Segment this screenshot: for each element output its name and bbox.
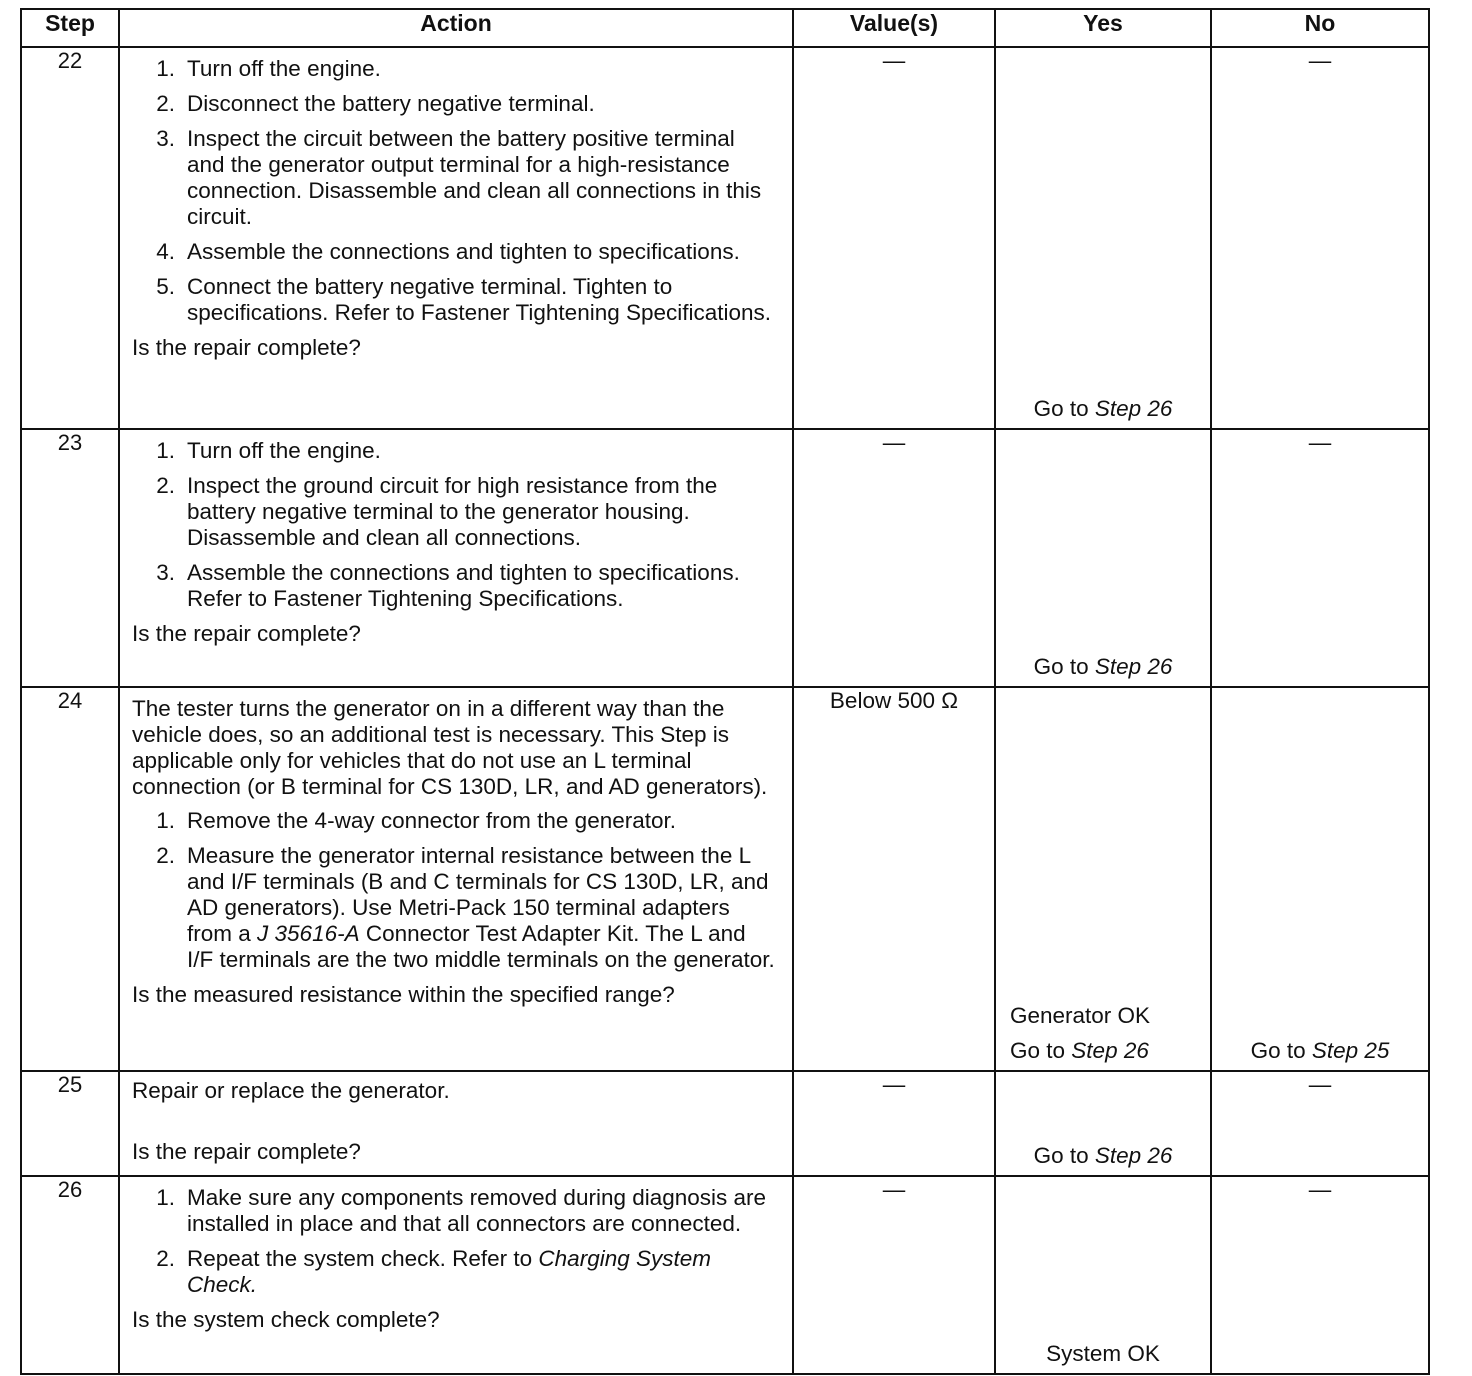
yes-action[interactable]: Generator OK Go to Step 26 [996,1003,1210,1064]
yes-cell [995,1071,1211,1176]
question-text: Is the system check complete? [132,1307,440,1332]
value-cell: — [793,429,995,687]
header-values: Value(s) [793,9,995,47]
table-row-step-26 [21,1176,1429,1374]
table-row-step-22 [21,47,1429,429]
yes-cell [995,1176,1211,1374]
list-item: 2. Repeat the system check. Refer to Charging System Check. [156,1246,711,1297]
intro-text: The tester turns the generator on in a different way than the vehicle does, so an additional test is necessary. This Step is applicable only for vehicles that do not use an L terminal connection (or B terminal for CS 130D, LR, and AD generators). [132,696,768,799]
list-item: 1. Turn off the engine. [156,56,381,81]
action-cell [119,47,793,429]
header-action: Action [119,9,793,47]
no-action[interactable]: Go to Step 25 [1250,1038,1390,1063]
no-cell: — [1211,1176,1429,1374]
header-no: No [1211,9,1429,47]
step-link: Step 26 [1094,654,1173,679]
action-cell [119,429,793,687]
action-list [132,1185,778,1298]
question-text: Is the repair complete? [132,335,361,360]
yes-action[interactable]: Go to Step 26 [1033,396,1173,421]
table-row-step-23 [21,429,1429,687]
yes-action[interactable]: Go to Step 26 [1033,1143,1173,1168]
value-cell: — [793,1071,995,1176]
value-cell: Below 500 Ω [793,687,995,1071]
step-number: 26 [21,1176,119,1374]
step-number: 22 [21,47,119,429]
list-item: 1. Turn off the engine. [156,438,381,463]
list-item: 1. Remove the 4-way connector from the generator. [156,808,677,833]
question-text: Is the repair complete? [132,621,361,646]
no-cell [1211,687,1429,1071]
no-cell: — [1211,1071,1429,1176]
reference-link: Charging System Check. [187,1246,711,1297]
table-row-step-24 [21,687,1429,1071]
yes-result: System OK [1046,1341,1160,1366]
action-text: Repair or replace the generator. [132,1078,450,1103]
no-cell: — [1211,47,1429,429]
step-link: Step 26 [1094,1143,1173,1168]
action-list [132,56,778,326]
question-text: Is the repair complete? [132,1139,361,1164]
list-item: 3. Inspect the circuit between the battery positive terminal and the generator output terminal for a high-resistance connection. Disassemble and clean all connections in this circuit. [156,126,762,229]
action-cell [119,1071,793,1176]
list-item: 1. Make sure any components removed during diagnosis are installed in place and that all connectors are connected. [156,1185,767,1236]
action-cell [119,687,793,1071]
list-item: 2. Disconnect the battery negative terminal. [156,91,595,116]
yes-cell [995,429,1211,687]
step-link: Step 26 [1071,1038,1149,1063]
step-link: Step 25 [1311,1038,1390,1063]
list-item: 3. Assemble the connections and tighten to specifications. Refer to Fastener Tightening Specifications. [156,560,740,611]
header-row [21,9,1429,47]
header-step: Step [21,9,119,47]
action-cell [119,1176,793,1374]
question-text: Is the measured resistance within the specified range? [132,982,675,1007]
list-item: 4. Assemble the connections and tighten to specifications. [156,239,740,264]
list-item: 2. Measure the generator internal resistance between the L and I/F terminals (B and C terminals for CS 130D, LR, and AD generators). Use Metri-Pack 150 terminal adapters from a J 35616-A Connector Test Adapter Kit. The L and I/F terminals are the two middle terminals on the generator. [156,843,775,972]
yes-action[interactable]: Go to Step 26 [1033,654,1173,679]
action-list [132,438,778,612]
list-item: 5. Connect the battery negative terminal. Tighten to specifications. Refer to Fastener Tightening Specifications. [156,274,772,325]
action-list [132,808,778,973]
yes-result: Generator OK [1010,1003,1151,1028]
table-row-step-25 [21,1071,1429,1176]
value-cell: — [793,47,995,429]
yes-cell [995,687,1211,1071]
step-number: 25 [21,1071,119,1176]
value-cell: — [793,1176,995,1374]
no-cell: — [1211,429,1429,687]
header-yes: Yes [995,9,1211,47]
tool-number: J 35616-A [257,921,360,946]
step-number: 24 [21,687,119,1071]
list-item: 2. Inspect the ground circuit for high resistance from the battery negative terminal to the generator housing. Disassemble and clean all connections. [156,473,718,550]
yes-cell [995,47,1211,429]
step-link: Step 26 [1094,396,1173,421]
diagnostic-table [20,8,1430,1375]
step-number: 23 [21,429,119,687]
